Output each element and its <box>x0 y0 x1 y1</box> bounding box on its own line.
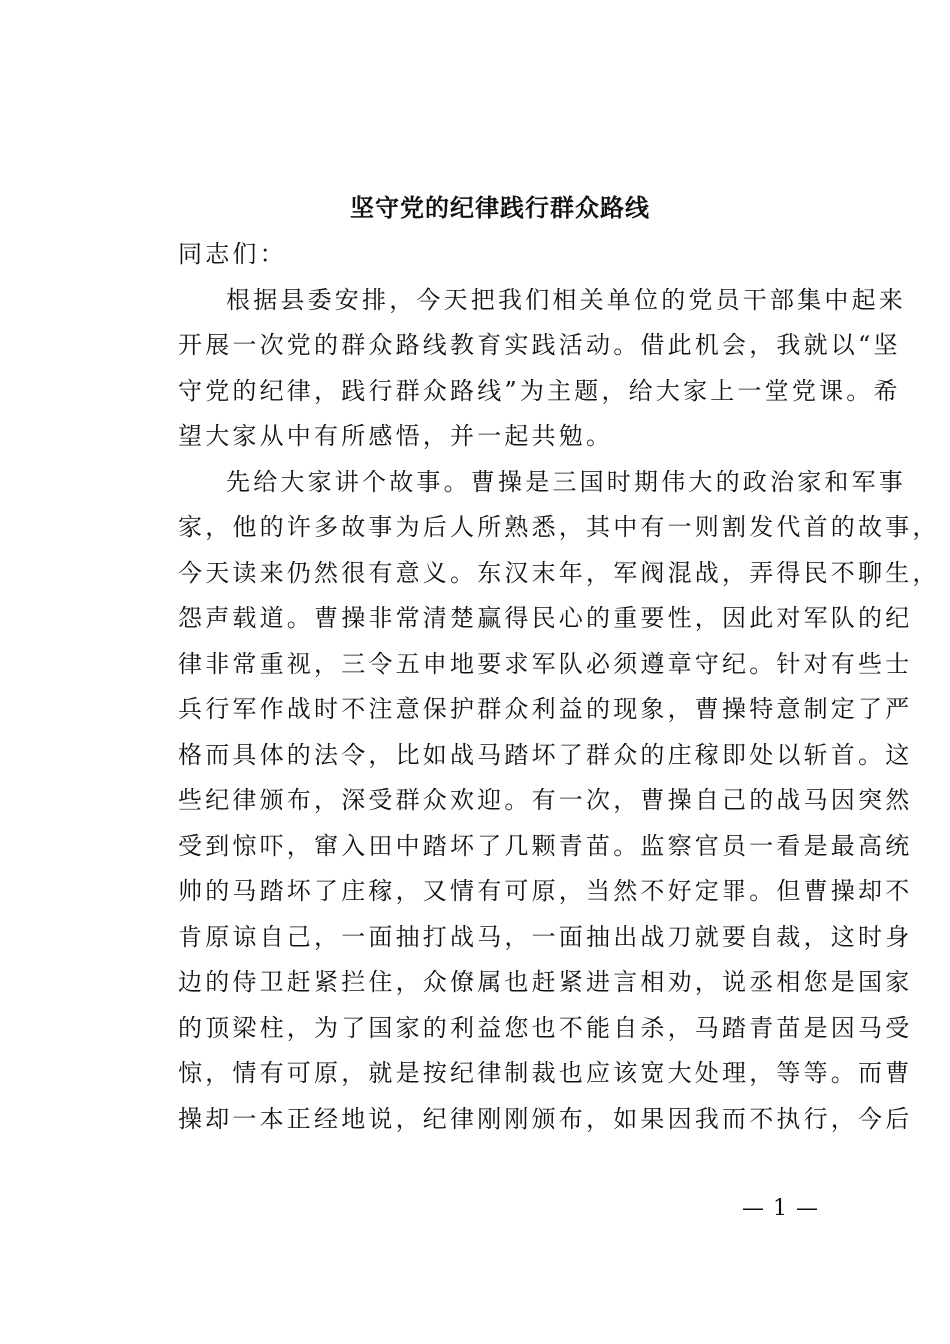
paragraph-line: 先给大家讲个故事。曹操是三国时期伟大的政治家和军事 <box>226 467 906 496</box>
paragraph-line: 操却一本正经地说，纪律刚刚颁布，如果因我而不执行，今后 <box>178 1104 913 1133</box>
paragraph-1 <box>130 278 906 460</box>
paragraph-line: 帅的马踏坏了庄稼，又情有可原，当然不好定罪。但曹操却不 <box>178 877 913 905</box>
paragraph-line: 怨声载道。曹操非常清楚赢得民心的重要性，因此对军队的纪 <box>178 604 913 632</box>
paragraph-line: 惊，情有可原，就是按纪律制裁也应该宽大处理，等等。而曹 <box>178 1059 913 1087</box>
paragraph-line: 些纪律颁布，深受群众欢迎。有一次，曹操自己的战马因突然 <box>178 786 913 814</box>
paragraph-line: 律非常重视，三令五申地要求军队必须遵章守纪。针对有些士 <box>178 649 913 678</box>
paragraph-line: 开展一次党的群众路线教育实践活动。借此机会，我就以“坚 <box>178 331 901 359</box>
document-title: 坚守党的纪律践行群众路线 <box>350 193 650 222</box>
paragraph-line: 格而具体的法令，比如战马踏坏了群众的庄稼即处以斩首。这 <box>178 740 913 769</box>
paragraph-line: 根据县委安排，今天把我们相关单位的党员干部集中起来 <box>226 285 906 314</box>
paragraph-line: 望大家从中有所感悟，并一起共勉。 <box>178 422 614 450</box>
page-number: — 1 — <box>742 1196 819 1221</box>
paragraph-line: 受到惊吓，窜入田中踏坏了几颗青苗。监察官员一看是最高统 <box>178 831 913 860</box>
paragraph-line: 肯原谅自己，一面抽打战马，一面抽出战刀就要自裁，这时身 <box>178 922 913 951</box>
paragraph-line: 家，他的许多故事为后人所熟悉，其中有一则割发代首的故事， <box>178 513 940 541</box>
paragraph-line: 今天读来仍然很有意义。东汉末年，军阀混战，弄得民不聊生， <box>178 558 940 587</box>
paragraph-line: 兵行军作战时不注意保护群众利益的现象，曹操特意制定了严 <box>178 695 913 723</box>
paragraph-line: 的顶梁柱，为了国家的利益您也不能自杀，马踏青苗是因马受 <box>178 1013 913 1042</box>
document-body <box>130 232 940 1142</box>
paragraph-line: 边的侍卫赶紧拦住，众僚属也赶紧进言相劝，说丞相您是国家 <box>178 968 913 996</box>
paragraph-line: 守党的纪律，践行群众路线”为主题，给大家上一堂党课。希 <box>178 376 901 405</box>
salutation: 同志们： <box>178 240 287 268</box>
paragraph-2 <box>130 460 940 1143</box>
